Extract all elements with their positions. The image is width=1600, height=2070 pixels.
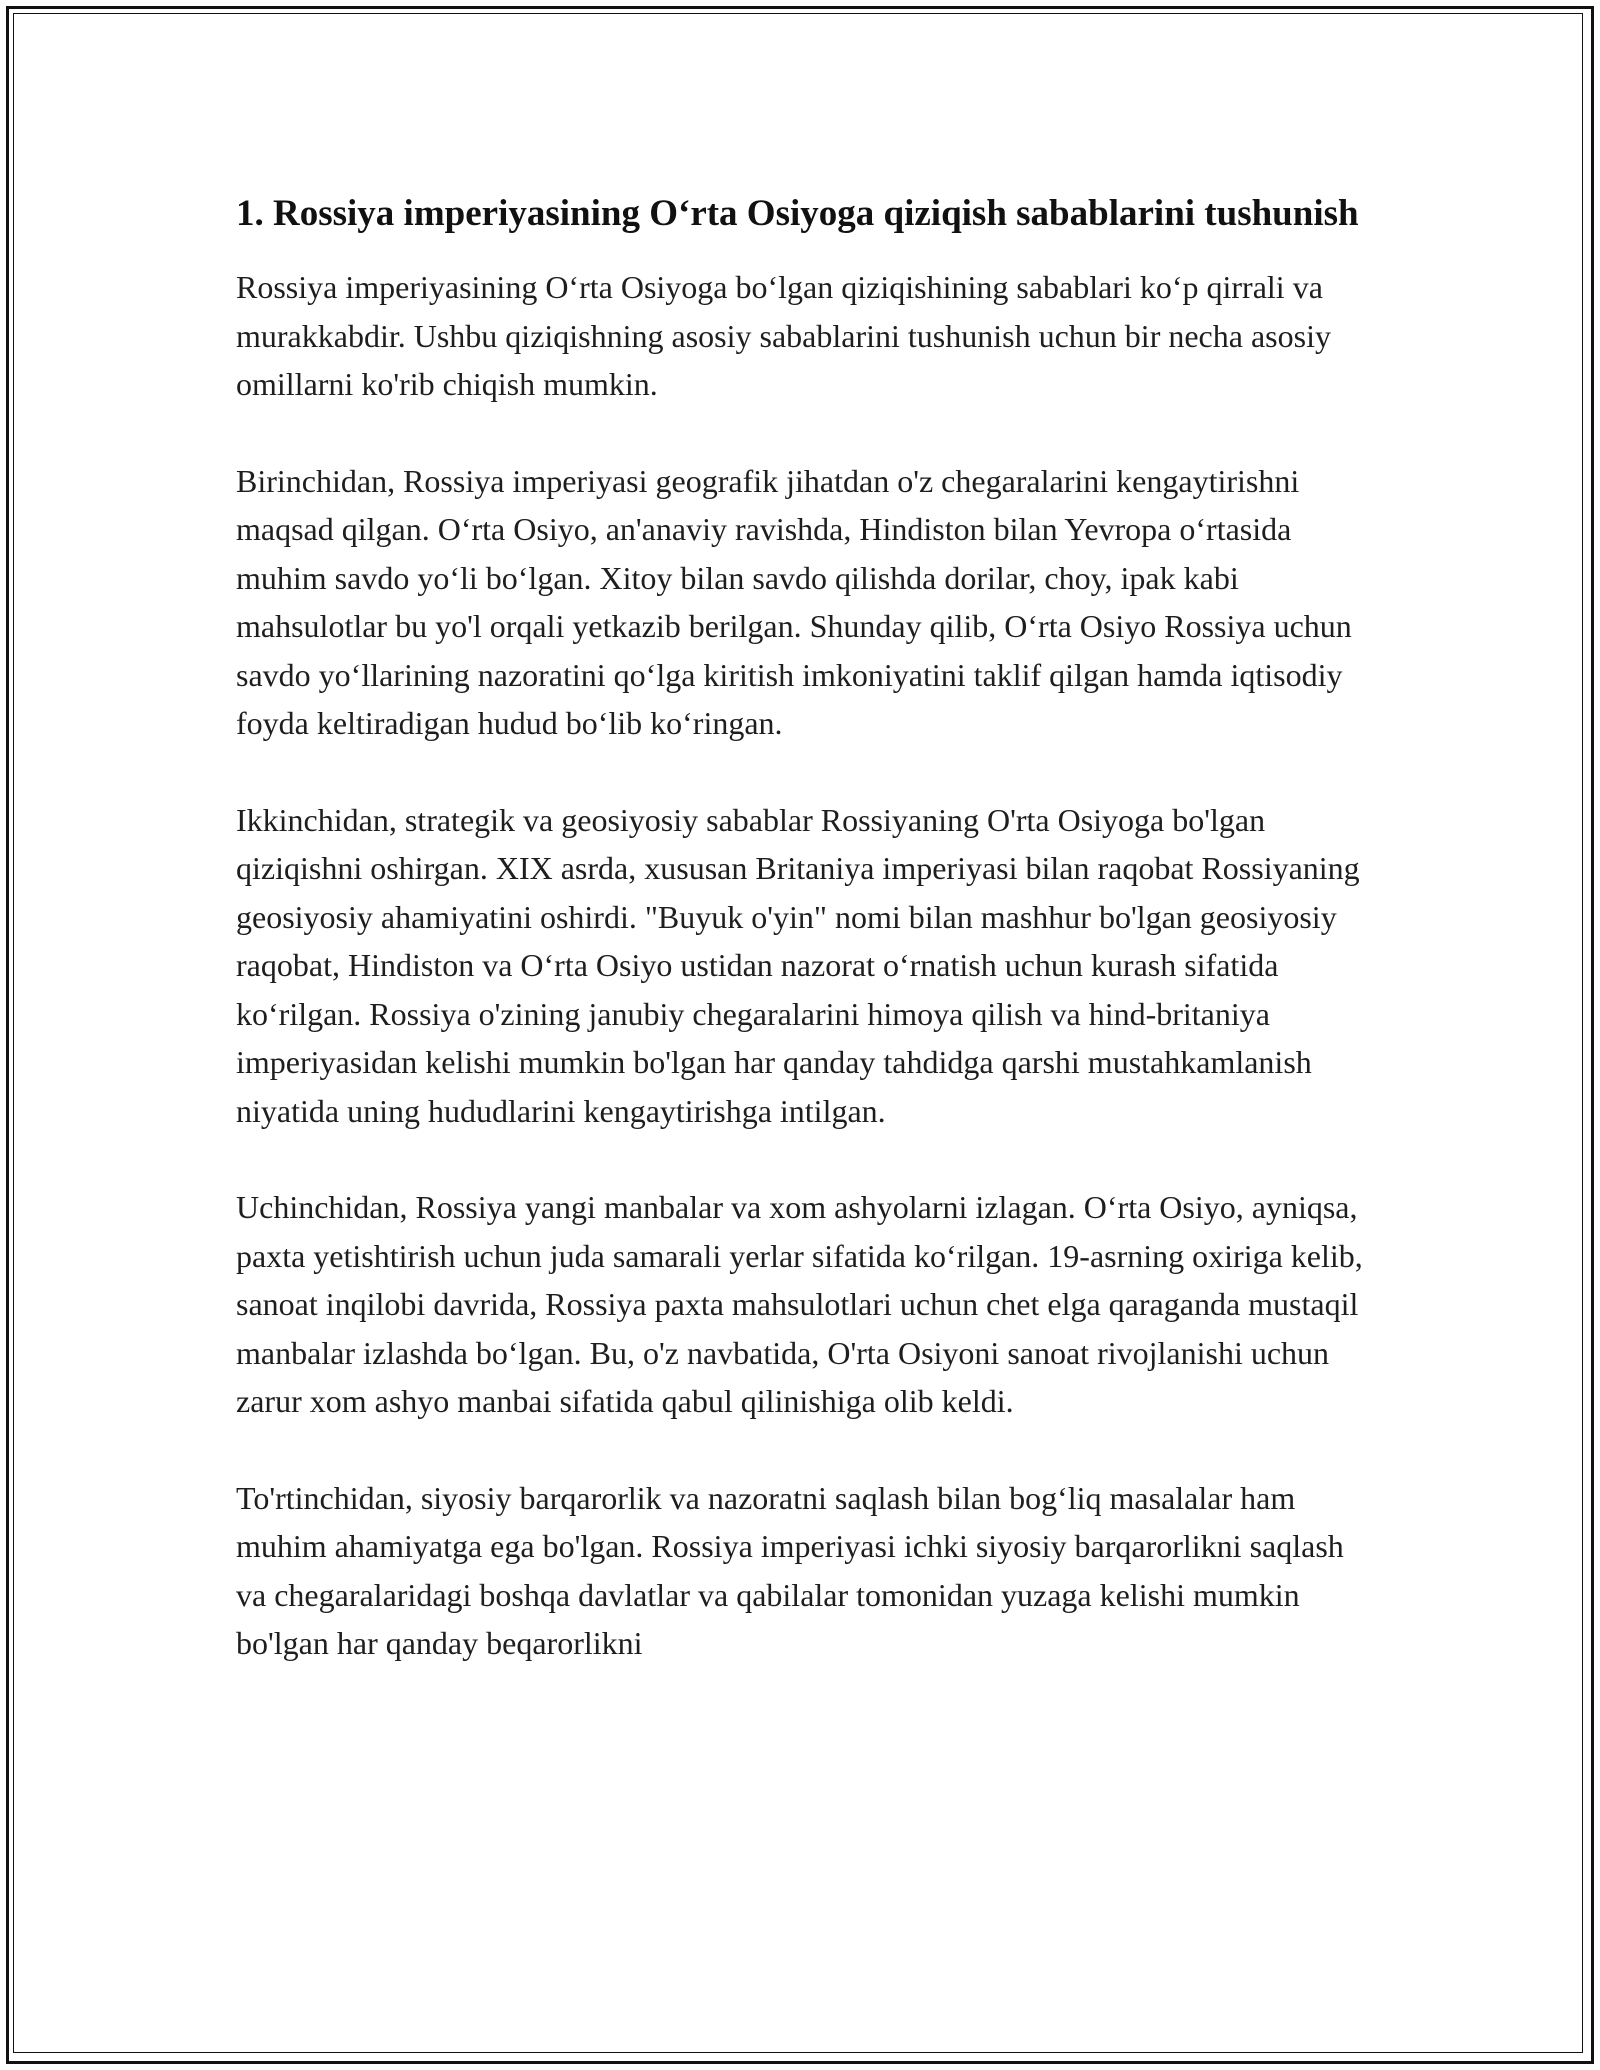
paragraph-third-reason: Uchinchidan, Rossiya yangi manbalar va xom ashyolarni izlagan. O‘rta Osiyo, ayniqsa, paxta yetishtirish uchun juda samarali yerlar sifatida ko‘rilgan. 19-asrning oxiriga kelib, sanoat inqilobi davrida, Rossiya paxta mahsulotlari uchun chet elga qaraganda mustaqil manbalar izlashda bo‘lgan. Bu, o'z navbatida, O'rta Osiyoni sanoat rivojlanishi uchun zarur xom ashyo manbai sifatida qabul qilinishiga olib keldi. <box>236 1189 1363 1419</box>
document-body <box>236 186 1368 1716</box>
paragraph-first-reason: Birinchidan, Rossiya imperiyasi geografik jihatdan o'z chegaralarini kengaytirishni maqsad qilgan. O‘rta Osiyo, an'anaviy ravishda, Hindiston bilan Yevropa o‘rtasida muhim savdo yo‘li bo‘lgan. Xitoy bilan savdo qilishda dorilar, choy, ipak kabi mahsulotlar bu yo'l orqali yetkazib berilgan. Shunday qilib, O‘rta Osiyo Rossiya uchun savdo yo‘llarining nazoratini qo‘lga kiritish imkoniyatini taklif qilgan hamda iqtisodiy foyda keltiradigan hudud bo‘lib ko‘ringan. <box>236 462 1352 741</box>
paragraph-second-reason: Ikkinchidan, strategik va geosiyosiy sabablar Rossiyaning O'rta Osiyoga bo'lgan qiziqishni oshirgan. XIX asrda, xususan Britaniya imperiyasi bilan raqobat Rossiyaning geosiyosiy ahamiyatini oshirdi. "Buyuk o'yin" nomi bilan mashhur bo'lgan geosiyosiy raqobat, Hindiston va O‘rta Osiyo ustidan nazorat o‘rnatish uchun kurash sifatida ko‘rilgan. Rossiya o'zining janubiy chegaralarini himoya qilish va hind-britaniya imperiyasidan kelishi mumkin bo'lgan har qanday tahdidga qarshi mustahkamlanish niyatida uning hududlarini kengaytirishga intilgan. <box>236 801 1360 1129</box>
paragraph-fourth-reason: To'rtinchidan, siyosiy barqarorlik va nazoratni saqlash bilan bog‘liq masalalar ham muhim ahamiyatga ega bo'lgan. Rossiya imperiyasi ichki siyosiy barqarorlikni saqlash va chegaralaridagi boshqa davlatlar va qabilalar tomonidan yuzaga kelishi mumkin bo'lgan har qanday beqarorlikni <box>236 1479 1344 1661</box>
paragraph-intro: Rossiya imperiyasining O‘rta Osiyoga bo‘lgan qiziqishining sabablari ko‘p qirrali va murakkabdir. Ushbu qiziqishning asosiy sabablarini tushunish uchun bir necha asosiy omillarni ko'rib chiqish mumkin. <box>236 269 1331 402</box>
section-title: 1. Rossiya imperiyasining O‘rta Osiyoga qiziqish sabablarini tushunish <box>236 193 1359 234</box>
